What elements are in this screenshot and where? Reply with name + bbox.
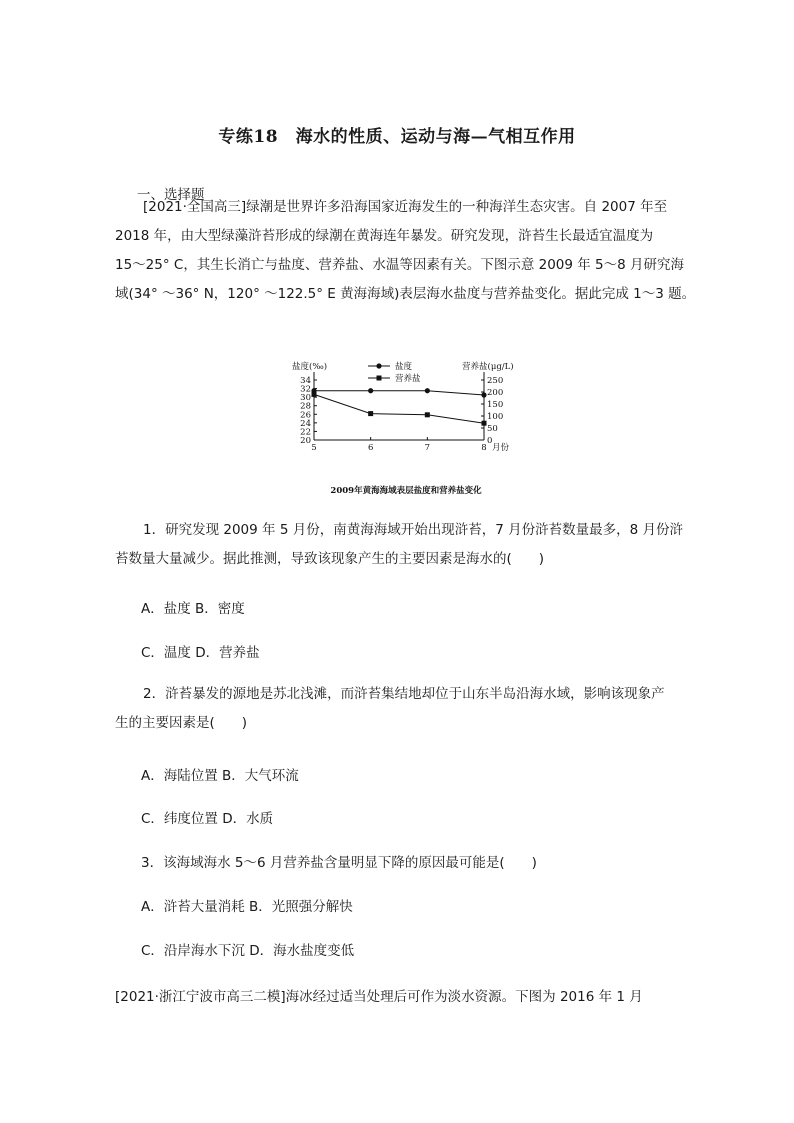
legend-label: 盐度 xyxy=(395,362,413,372)
salinity-nutrient-chart xyxy=(282,356,532,498)
question-1-options-a-b: A．盐度 B．密度 xyxy=(141,601,245,617)
left-tick-label: 20 xyxy=(300,436,311,446)
legend-marker-square xyxy=(377,376,382,381)
series-line-nutrient xyxy=(314,394,484,423)
intro-line: [2021·全国高三]绿潮是世界许多沿海国家近海发生的一种海洋生态灾害。自 2007 年至 xyxy=(143,199,668,215)
data-point-nutrient xyxy=(425,412,430,417)
left-tick-label: 28 xyxy=(300,401,311,412)
question-2-stem xyxy=(115,680,687,738)
left-tick-label: 30 xyxy=(300,393,311,404)
data-point-salinity xyxy=(481,392,486,397)
legend-marker-circle xyxy=(376,363,381,368)
right-tick-label: 50 xyxy=(487,424,498,434)
intro-paragraph-1 xyxy=(115,193,696,309)
right-tick-label: 200 xyxy=(487,388,504,398)
question-1-stem xyxy=(115,516,687,574)
question-2-options-a-b: A．海陆位置 B．大气环流 xyxy=(141,768,299,784)
x-axis-label: 月份 xyxy=(492,443,510,453)
intro-line: 域(34° ～36° N，120° ～122.5° E 黄海海域)表层海水盐度与营养盐变化。据此完成 1～3 题。 xyxy=(115,286,696,302)
section-heading: 一、选择题 xyxy=(137,187,205,203)
question-3-options-c-d: C．沿岸海水下沉 D．海水盐度变低 xyxy=(141,943,355,959)
x-tick-label: 6 xyxy=(367,443,374,453)
left-axis-title: 盐度(‰) xyxy=(292,362,328,372)
data-point-nutrient xyxy=(312,392,317,397)
x-tick-label: 7 xyxy=(424,443,431,453)
right-axis-title: 营养盐(μg/L) xyxy=(462,362,514,372)
series-line-salinity xyxy=(314,391,484,395)
intro-line: 15～25° C，其生长消亡与盐度、营养盐、水温等因素有关。下图示意 2009 年 5～8 月研究海 xyxy=(115,257,685,273)
question-line: 2．浒苔暴发的源地是苏北浅滩，而浒苔集结地却位于山东半岛沿海水域，影响该现象产 xyxy=(143,686,665,702)
question-line: 1．研究发现 2009 年 5 月份，南黄海海域开始出现浒苔，7 月份浒苔数量最多，8 月份浒 xyxy=(143,522,683,538)
question-line: 生的主要因素是( ) xyxy=(115,715,248,731)
question-line: 苔数量大量减少。据此推测，导致该现象产生的主要因素是海水的( ) xyxy=(115,551,545,567)
question-3-stem: 3．该海域海水 5～6 月营养盐含量明显下降的原因最可能是( ) xyxy=(141,855,537,871)
right-tick-label: 0 xyxy=(487,436,493,446)
chart-title: 2009年黄海海域表层盐度和营养盐变化 xyxy=(330,486,482,496)
question-3-options-a-b: A．浒苔大量消耗 B．光照强分解快 xyxy=(141,899,353,915)
left-tick-label: 34 xyxy=(300,376,311,386)
data-point-salinity xyxy=(425,388,430,393)
right-tick-label: 250 xyxy=(487,376,504,386)
data-point-nutrient xyxy=(368,411,373,416)
right-tick-label: 150 xyxy=(487,400,504,410)
x-tick-label: 5 xyxy=(311,443,317,453)
data-point-salinity xyxy=(368,388,373,393)
left-tick-label: 32 xyxy=(300,384,311,395)
left-tick-label: 22 xyxy=(300,427,311,438)
left-tick-label: 26 xyxy=(300,410,311,421)
page-title: 专练18 海水的性质、运动与海—气相互作用 xyxy=(218,127,576,147)
legend-label: 营养盐 xyxy=(395,374,421,384)
question-2-options-c-d: C．纬度位置 D．水质 xyxy=(141,811,274,827)
right-tick-label: 100 xyxy=(487,412,504,422)
left-tick-label: 24 xyxy=(300,418,311,429)
data-point-nutrient xyxy=(482,421,487,426)
x-tick-label: 8 xyxy=(481,443,487,453)
intro-paragraph-2: [2021·浙江宁波市高三二模]海冰经过适当处理后可作为淡水资源。下图为 2016 年 1 月 xyxy=(115,989,643,1005)
intro-line: 2018 年，由大型绿藻浒苔形成的绿潮在黄海连年暴发。研究发现，浒苔生长最适宜温度为 xyxy=(115,228,654,244)
question-1-options-c-d: C．温度 D．营养盐 xyxy=(141,645,260,661)
